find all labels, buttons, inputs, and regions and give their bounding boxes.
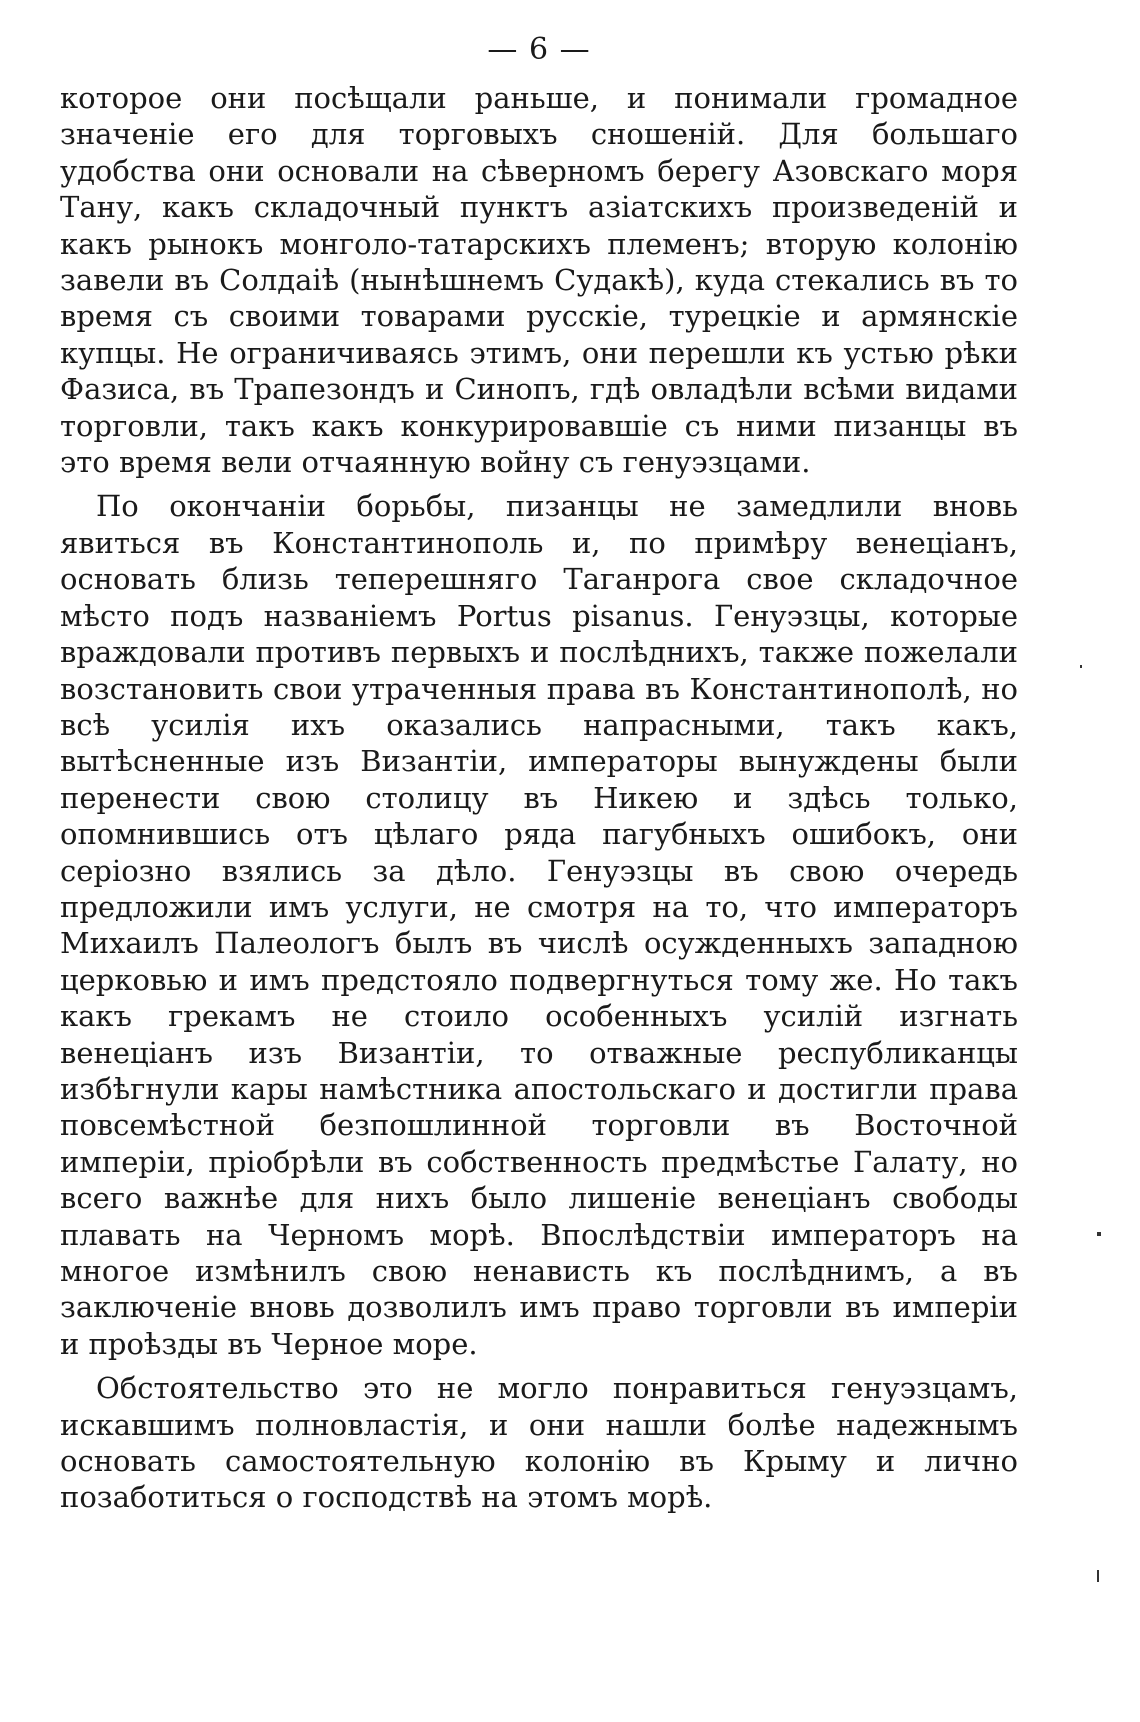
scan-speck bbox=[1080, 665, 1082, 668]
page-number: — 6 — bbox=[487, 32, 591, 67]
scan-speck bbox=[1097, 1570, 1099, 1582]
paragraph-2: По окончаніи борьбы, пизанцы не замедлили вновь явиться въ Константинополь и, по примѣру венеціанъ, основать близь теперешняго Таганрога свое складочное мѣсто подъ названіемъ Portus pisanus. Генуэзцы, которые враждовали противъ первыхъ и послѣднихъ, также пожелали возстановить свои утраченныя права въ Константинополѣ, но всѣ усилія ихъ оказались напрасными, такъ какъ, вытѣсненные изъ Византіи, императоры вынуждены были перенести свою столицу въ Никею и здѣсь только, опомнившись отъ цѣлаго ряда пагубныхъ ошибокъ, они серіозно взялись за дѣло. Генуэзцы въ свою очередь предложили имъ услуги, не смотря на то, что императоръ Михаилъ Палеологъ былъ въ числѣ осужденныхъ западною церковью и имъ предстояло подвергнуться тому же. Но такъ какъ грекамъ не стоило особенныхъ усилій изгнать венеціанъ изъ Византіи, то отважные республиканцы избѣгнули кары намѣстника апостольскаго и достигли права повсемѣстной безпошлинной торговли въ Восточной имперіи, пріобрѣли въ собственность предмѣстье Галату, но всего важнѣе для нихъ было лишеніе венеціанъ свободы плавать на Черномъ морѣ. Впослѣдствіи императоръ на многое измѣнилъ свою ненависть къ послѣднимъ, а въ заключеніе вновь дозволилъ имъ право торговли въ имперіи и проѣзды въ Черное море. bbox=[60, 489, 1018, 1361]
paragraph-1: которое они посѣщали раньше, и понимали громадное значеніе его для торговыхъ сношеній. Для большаго удобства они основали на сѣверномъ берегу Азовскаго моря Тану, какъ складочный пунктъ азіатскихъ произведеній и какъ рынокъ монголо-татарскихъ племенъ; вторую колонію завели въ Солдаіѣ (нынѣшнемъ Судакѣ), куда стекались въ то время съ своими товарами русскіе, турецкіе и армянскіе купцы. Не ограничиваясь этимъ, они перешли къ устью рѣки Фазиса, въ Трапезондъ и Синопъ, гдѣ овладѣли всѣми видами торговли, такъ какъ конкурировавшіе съ ними пизанцы въ это время вели отчаянную войну съ генуэзцами. bbox=[60, 81, 1018, 480]
scan-speck bbox=[1097, 1232, 1101, 1236]
paragraph-3: Обстоятельство это не могло понравиться генуэзцамъ, искавшимъ полновластія, и они нашли болѣе надежнымъ основать самостоятельную колонію въ Крыму и лично позаботиться о господствѣ на этомъ морѣ. bbox=[60, 1371, 1018, 1515]
book-page bbox=[60, 30, 1018, 1516]
